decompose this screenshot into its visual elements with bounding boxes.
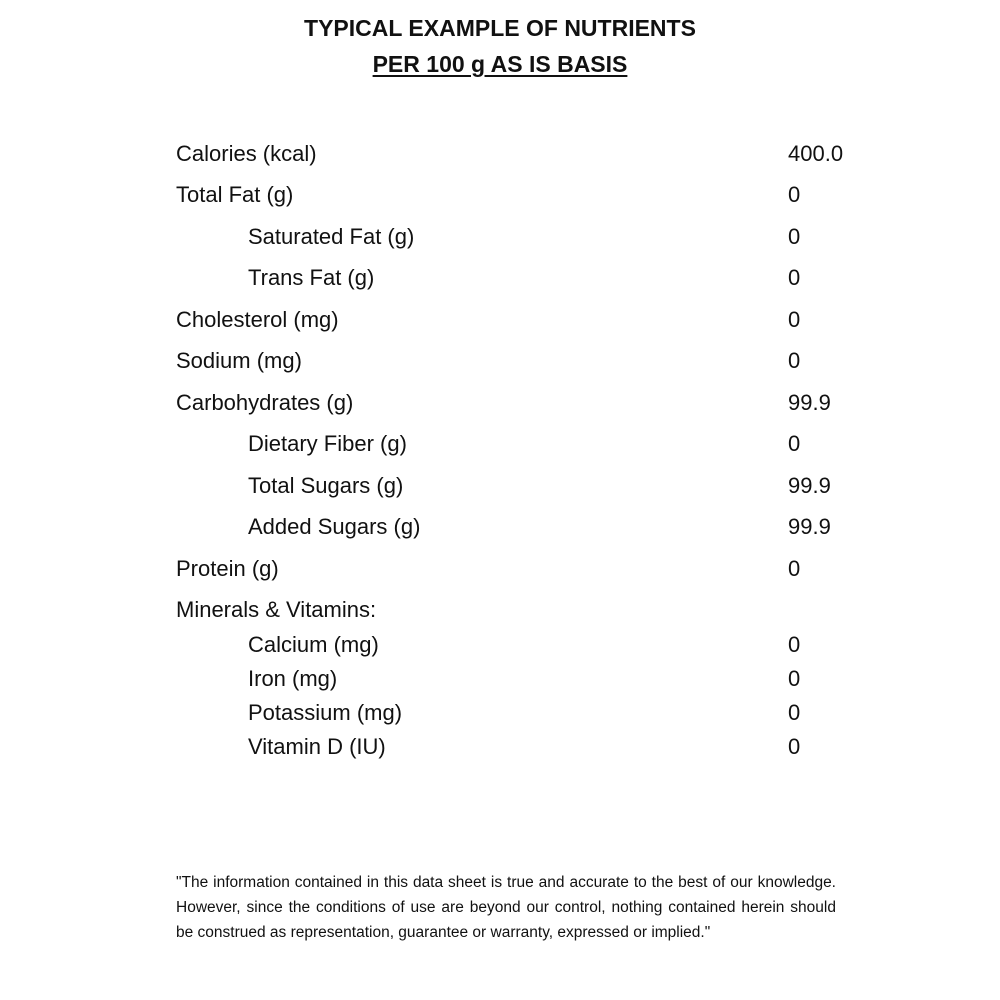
document-subtitle: PER 100 g AS IS BASIS xyxy=(372,51,628,77)
nutrient-label: Sodium (mg) xyxy=(176,348,302,373)
nutrient-row-vitamin-d xyxy=(0,732,1000,762)
nutrient-value: 99.9 xyxy=(788,390,831,415)
nutrient-row-total-sugars xyxy=(0,471,1000,501)
nutrient-row-calcium xyxy=(0,630,1000,660)
nutrient-label: Total Fat (g) xyxy=(176,182,294,207)
nutrient-row-trans-fat xyxy=(0,263,1000,293)
nutrient-value: 0 xyxy=(788,182,801,207)
nutrient-value: 0 xyxy=(788,431,801,456)
document-title: TYPICAL EXAMPLE OF NUTRIENTS xyxy=(304,15,696,41)
nutrient-value: 0 xyxy=(788,632,801,657)
nutrient-label: Saturated Fat (g) xyxy=(248,224,415,249)
nutrient-label: Protein (g) xyxy=(176,556,279,581)
disclaimer-text: "The information contained in this data sheet is true and accurate to the best of our knowledge. However, since the conditions of use are beyond our control, nothing contained herein should be construed as representation, guarantee or warranty, expressed or implied." xyxy=(176,874,836,941)
nutrient-row-saturated-fat xyxy=(0,222,1000,252)
nutrient-row-cholesterol xyxy=(0,305,1000,335)
nutrient-value: 0 xyxy=(788,734,801,759)
nutrient-value: 0 xyxy=(788,307,801,332)
nutrient-label: Calcium (mg) xyxy=(248,632,379,657)
nutrient-value: 0 xyxy=(788,700,801,725)
nutrient-value: 0 xyxy=(788,224,801,249)
nutrient-row-dietary-fiber xyxy=(0,429,1000,459)
nutrient-label: Vitamin D (IU) xyxy=(248,734,386,759)
nutrient-row-protein xyxy=(0,554,1000,584)
nutrient-label: Potassium (mg) xyxy=(248,700,403,725)
nutrient-value: 0 xyxy=(788,265,801,290)
nutrient-value: 99.9 xyxy=(788,473,831,498)
nutrient-row-total-fat xyxy=(0,180,1000,210)
nutrient-value: 0 xyxy=(788,556,801,581)
nutrient-label: Calories (kcal) xyxy=(176,141,317,166)
nutrient-label: Trans Fat (g) xyxy=(248,265,375,290)
nutrient-row-added-sugars xyxy=(0,512,1000,542)
nutrient-row-iron xyxy=(0,664,1000,694)
nutrient-label: Total Sugars (g) xyxy=(248,473,404,498)
nutrient-value: 99.9 xyxy=(788,514,831,539)
nutrient-label: Dietary Fiber (g) xyxy=(248,431,407,456)
nutrient-value: 0 xyxy=(788,348,801,373)
nutrient-row-calories xyxy=(0,139,1000,169)
nutrient-label: Iron (mg) xyxy=(248,666,338,691)
nutrient-label: Carbohydrates (g) xyxy=(176,390,354,415)
nutrient-row-sodium xyxy=(0,346,1000,376)
section-heading-minerals-vitamins xyxy=(0,595,1000,625)
nutrient-row-potassium xyxy=(0,698,1000,728)
nutrient-label: Added Sugars (g) xyxy=(248,514,421,539)
nutrient-value: 0 xyxy=(788,666,801,691)
nutrient-row-carbohydrates xyxy=(0,388,1000,418)
nutrient-value: 400.0 xyxy=(788,141,844,166)
section-label: Minerals & Vitamins: xyxy=(176,597,377,622)
nutrient-label: Cholesterol (mg) xyxy=(176,307,339,332)
